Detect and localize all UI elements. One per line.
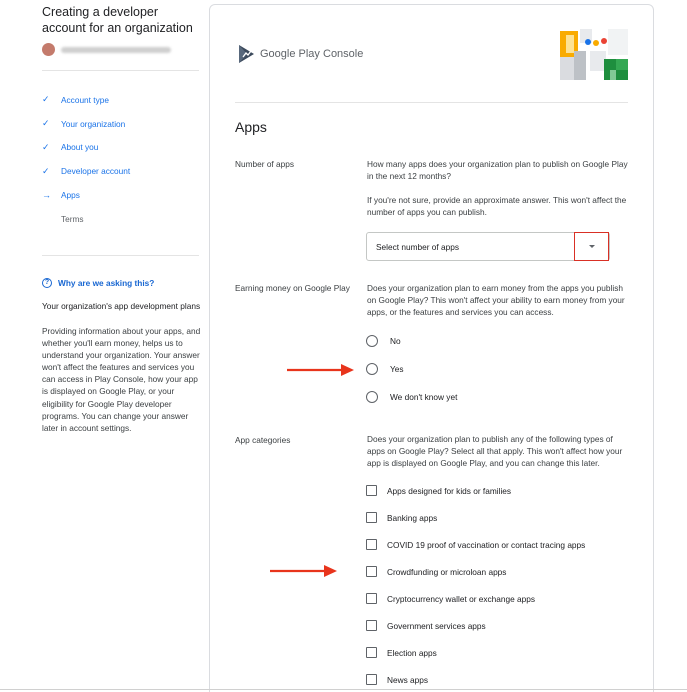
- step-account-type[interactable]: [42, 88, 130, 112]
- radio-label: Yes: [390, 364, 404, 374]
- card-divider: [235, 102, 628, 103]
- checkbox-label: Government services apps: [387, 620, 486, 631]
- checkbox-government[interactable]: [366, 620, 486, 631]
- step-about-you[interactable]: [42, 136, 130, 160]
- checkbox-label: Crowdfunding or microloan apps: [387, 566, 507, 577]
- google-play-console-logo: [237, 44, 255, 64]
- annotation-arrow-icon: [270, 564, 338, 578]
- step-terms: [42, 207, 130, 231]
- radio-option-dont-know[interactable]: [366, 391, 457, 403]
- why-asking-body: Providing information about your apps, and whether you'll earn money, helps us to understand your organization. Your answer won't affect the features and services you can access in Play Console, how your app is displayed on Google Play, or your eligibility for Google Play developer programs. You can change your answer later in account settings.: [42, 326, 201, 433]
- number-of-apps-label: Number of apps: [235, 159, 295, 169]
- brand-name: [260, 48, 363, 60]
- checkbox[interactable]: [366, 512, 377, 523]
- radio-label: We don't know yet: [390, 392, 458, 402]
- radio-option-yes[interactable]: [366, 363, 404, 375]
- select-dropdown-toggle[interactable]: [574, 232, 609, 261]
- checkbox-election[interactable]: [366, 647, 437, 658]
- check-icon: ✓: [42, 141, 50, 152]
- page-bottom-edge: [0, 689, 687, 690]
- earning-money-question: Does your organization plan to earn money from the apps you publish on Google Play? This won't affect your ability to earn money from your apps, or the features and services you can access.: [367, 283, 625, 317]
- earning-money-label: Earning money on Google Play: [235, 283, 350, 293]
- checkbox-label: Apps designed for kids or families: [387, 485, 512, 496]
- step-label: Account type: [61, 94, 109, 105]
- brand-header: [237, 44, 363, 64]
- checkbox-cryptocurrency[interactable]: [366, 593, 535, 604]
- number-of-apps-question: How many apps does your organization plan to publish on Google Play in the next 12 months?: [367, 159, 628, 181]
- why-asking-subheading: Your organization's app development plans: [42, 301, 201, 311]
- checkbox[interactable]: [366, 620, 377, 631]
- checkbox-crowdfunding[interactable]: [366, 566, 506, 577]
- annotation-arrow-icon: [287, 363, 355, 377]
- check-icon: ✓: [42, 94, 50, 105]
- checkbox-label: Cryptocurrency wallet or exchange apps: [387, 593, 536, 604]
- radio-button[interactable]: [366, 335, 378, 347]
- check-icon: ✓: [42, 118, 50, 129]
- checkbox-banking[interactable]: [366, 512, 437, 523]
- step-label: Terms: [61, 213, 84, 224]
- setup-sidebar: [0, 0, 205, 692]
- radio-option-no[interactable]: [366, 335, 401, 347]
- sidebar-divider: [42, 255, 199, 256]
- why-asking-heading: [42, 278, 154, 288]
- checkbox-label: COVID 19 proof of vaccination or contact tracing apps: [387, 539, 586, 550]
- checkbox[interactable]: [366, 539, 377, 550]
- setup-title: Creating a developer account for an organization: [42, 5, 193, 35]
- checkbox-label: Election apps: [387, 647, 437, 658]
- chevron-down-icon: [589, 245, 595, 248]
- checkbox-news[interactable]: [366, 674, 428, 685]
- account-email-redacted: [61, 47, 171, 53]
- brand-name-main: Google Play: [260, 48, 320, 60]
- step-label: Apps: [61, 190, 80, 201]
- arrow-right-icon: →: [42, 190, 51, 201]
- account-row: [42, 43, 171, 56]
- app-categories-label: App categories: [235, 435, 291, 445]
- number-of-apps-hint: If you're not sure, provide an approximate answer. This won't affect the number of apps you can publish.: [367, 195, 627, 217]
- app-categories-question: Does your organization plan to publish any of the following types of apps on Google Play? Select all that apply. This won't affect how your app is displayed on Google Play, and you can change this later.: [367, 434, 623, 468]
- why-asking-title: Why are we asking this?: [58, 278, 155, 288]
- step-developer-account[interactable]: [42, 159, 130, 183]
- radio-button[interactable]: [366, 363, 378, 375]
- checkbox-label: News apps: [387, 674, 429, 685]
- step-label: Developer account: [61, 166, 131, 177]
- checkbox[interactable]: [366, 593, 377, 604]
- select-placeholder: Select number of apps: [376, 242, 460, 252]
- checkbox[interactable]: [366, 674, 377, 685]
- checkbox[interactable]: [366, 485, 377, 496]
- step-apps[interactable]: [42, 183, 130, 207]
- number-of-apps-select[interactable]: [366, 232, 610, 261]
- header-illustration: [560, 29, 628, 80]
- apps-form-card: [209, 4, 654, 692]
- check-icon: ✓: [42, 165, 50, 176]
- brand-name-suffix: Console: [323, 48, 364, 60]
- checkbox[interactable]: [366, 647, 377, 658]
- checkbox-kids-families[interactable]: [366, 485, 511, 496]
- radio-label: No: [390, 336, 401, 346]
- sidebar-divider: [42, 70, 199, 71]
- step-label: About you: [61, 142, 99, 153]
- checkbox-label: Banking apps: [387, 512, 438, 523]
- checkbox-covid[interactable]: [366, 539, 585, 550]
- radio-button[interactable]: [366, 391, 378, 403]
- help-circle-icon: ?: [42, 278, 52, 288]
- setup-steps: [42, 88, 130, 231]
- section-title: Apps: [235, 119, 267, 135]
- avatar: [42, 43, 55, 56]
- step-your-organization[interactable]: [42, 112, 130, 136]
- checkbox[interactable]: [366, 566, 377, 577]
- step-label: Your organization: [61, 118, 126, 129]
